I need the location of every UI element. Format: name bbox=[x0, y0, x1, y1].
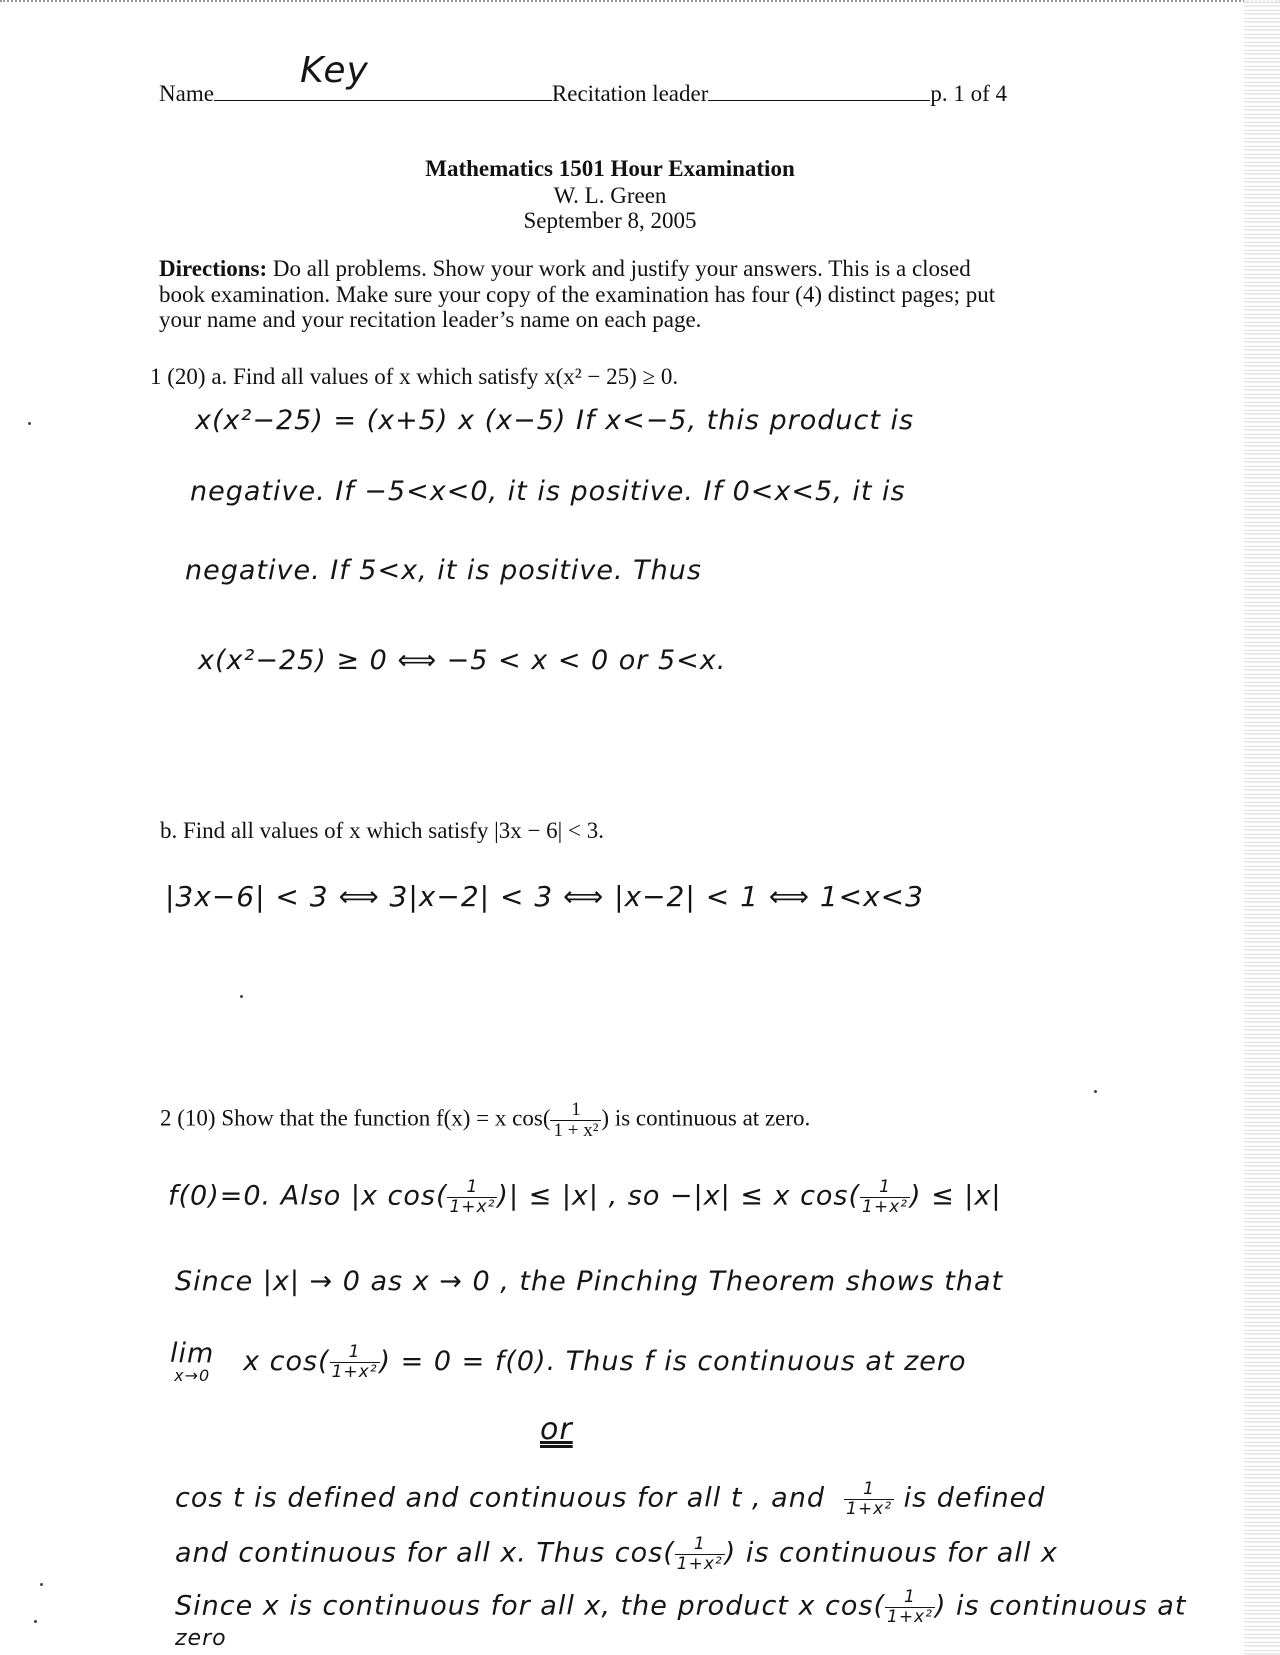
line-3-part-a: x cos( bbox=[243, 1346, 330, 1378]
hand-fraction bbox=[447, 1178, 497, 1216]
exam-title: Mathematics 1501 Hour Examination bbox=[425, 156, 795, 181]
hand-fraction-denominator: 1+x² bbox=[676, 1553, 723, 1574]
directions-label: Directions: bbox=[159, 256, 268, 281]
scan-speck bbox=[34, 1620, 37, 1623]
scan-edge-right bbox=[1244, 0, 1280, 1655]
problem-2-answer-line-2: Since |x| → 0 as x → 0 , the Pinching Theorem shows that bbox=[175, 1266, 1004, 1297]
problem-1a-question: 1 (20) a. Find all values of x which satisfy x(x² − 25) ≥ 0. bbox=[150, 364, 679, 389]
line-6-part-a: Since x is continuous for all x, the product x cos( bbox=[175, 1590, 885, 1622]
problem-2-answer-line-4 bbox=[175, 1480, 1045, 1518]
fraction-denominator: 1 + x² bbox=[553, 1119, 599, 1141]
recitation-leader-line bbox=[708, 80, 930, 101]
name-label: Name bbox=[159, 81, 214, 106]
line-4-part-b: is defined bbox=[903, 1482, 1046, 1514]
exam-instructor: W. L. Green bbox=[553, 183, 667, 208]
problem-2-question-suffix: ) is continuous at zero. bbox=[601, 1105, 811, 1131]
hand-fraction-denominator: 1+x² bbox=[862, 1196, 908, 1217]
limit-notation bbox=[170, 1340, 214, 1385]
hand-fraction-denominator: 1+x² bbox=[846, 1498, 893, 1519]
problem-1a-answer-line-3: negative. If 5<x, it is positive. Thus bbox=[185, 555, 702, 586]
exam-date: September 8, 2005 bbox=[523, 208, 697, 233]
limit-word: lim bbox=[170, 1338, 215, 1369]
hand-fraction-numerator: 1 bbox=[675, 1535, 725, 1555]
scan-edge-top bbox=[0, 0, 1280, 5]
problem-2-question-prefix: 2 (10) Show that the function f(x) = x cos( bbox=[160, 1105, 551, 1131]
problem-1b-answer: |3x−6| < 3 ⟺ 3|x−2| < 3 ⟺ |x−2| < 1 ⟺ 1<x<3 bbox=[165, 880, 924, 913]
problem-1a-answer-line-2: negative. If −5<x<0, it is positive. If 0<x<5, it is bbox=[190, 476, 906, 507]
scan-speck bbox=[240, 995, 243, 998]
hand-fraction-numerator: 1 bbox=[885, 1588, 935, 1608]
line-1-part-a: f(0)=0. Also |x cos( bbox=[168, 1180, 448, 1212]
problem-2-fraction bbox=[550, 1100, 601, 1141]
line-5-part-b: ) is continuous for all x bbox=[724, 1537, 1058, 1569]
problem-2-answer-line-7: zero bbox=[175, 1626, 227, 1651]
line-1-part-c: ) ≤ |x| bbox=[909, 1180, 1002, 1212]
name-line bbox=[214, 80, 552, 101]
limit-subscript: x→0 bbox=[174, 1366, 211, 1386]
hand-fraction bbox=[330, 1343, 380, 1381]
line-4-part-a: cos t is defined and continuous for all t , and bbox=[175, 1482, 825, 1514]
problem-2-question bbox=[160, 1100, 810, 1141]
scan-speck bbox=[28, 422, 31, 425]
hand-fraction bbox=[860, 1178, 910, 1216]
hand-fraction bbox=[675, 1535, 725, 1573]
or-separator: or bbox=[540, 1412, 573, 1447]
directions-line-1 bbox=[159, 256, 971, 282]
header-row bbox=[159, 80, 1007, 107]
line-3-part-b: ) = 0 = f(0). Thus f is continuous at zero bbox=[379, 1346, 967, 1378]
directions-text-1: Do all problems. Show your work and justify your answers. This is a closed bbox=[267, 256, 971, 281]
problem-1b-question: b. Find all values of x which satisfy |3x − 6| < 3. bbox=[160, 818, 604, 843]
hand-fraction-denominator: 1+x² bbox=[331, 1362, 378, 1383]
hand-fraction-numerator: 1 bbox=[860, 1178, 910, 1198]
page-number: p. 1 of 4 bbox=[930, 81, 1008, 106]
problem-1a-answer-line-1: x(x²−25) = (x+5) x (x−5) If x<−5, this product is bbox=[195, 405, 915, 436]
line-1-part-b: )| ≤ |x| , so −|x| ≤ x cos( bbox=[497, 1180, 861, 1212]
scan-speck bbox=[40, 1583, 43, 1586]
problem-2-answer-line-1 bbox=[168, 1178, 1001, 1216]
line-5-part-a: and continuous for all x. Thus cos( bbox=[175, 1537, 675, 1569]
handwritten-name: Key bbox=[300, 50, 369, 91]
problem-2-answer-line-3 bbox=[170, 1340, 967, 1385]
fraction-numerator: 1 bbox=[550, 1100, 601, 1121]
hand-fraction-numerator: 1 bbox=[844, 1480, 894, 1500]
problem-1a-answer-line-4: x(x²−25) ≥ 0 ⟺ −5 < x < 0 or 5<x. bbox=[198, 645, 727, 676]
directions-line-2: book examination. Make sure your copy of the examination has four (4) distinct pages; put bbox=[159, 282, 996, 307]
hand-fraction-denominator: 1+x² bbox=[887, 1606, 933, 1627]
hand-fraction-numerator: 1 bbox=[330, 1343, 380, 1363]
hand-fraction-denominator: 1+x² bbox=[449, 1196, 496, 1217]
recitation-leader-label: Recitation leader bbox=[551, 81, 709, 106]
hand-fraction bbox=[844, 1480, 894, 1518]
scan-speck bbox=[1094, 1090, 1097, 1093]
hand-fraction bbox=[885, 1588, 935, 1626]
problem-2-answer-line-6 bbox=[175, 1588, 1186, 1626]
line-6-part-b: ) is continuous at bbox=[934, 1590, 1187, 1622]
problem-2-answer-line-5 bbox=[175, 1535, 1058, 1573]
hand-fraction-numerator: 1 bbox=[447, 1178, 497, 1198]
directions-line-3: your name and your recitation leader’s name on each page. bbox=[159, 307, 702, 332]
